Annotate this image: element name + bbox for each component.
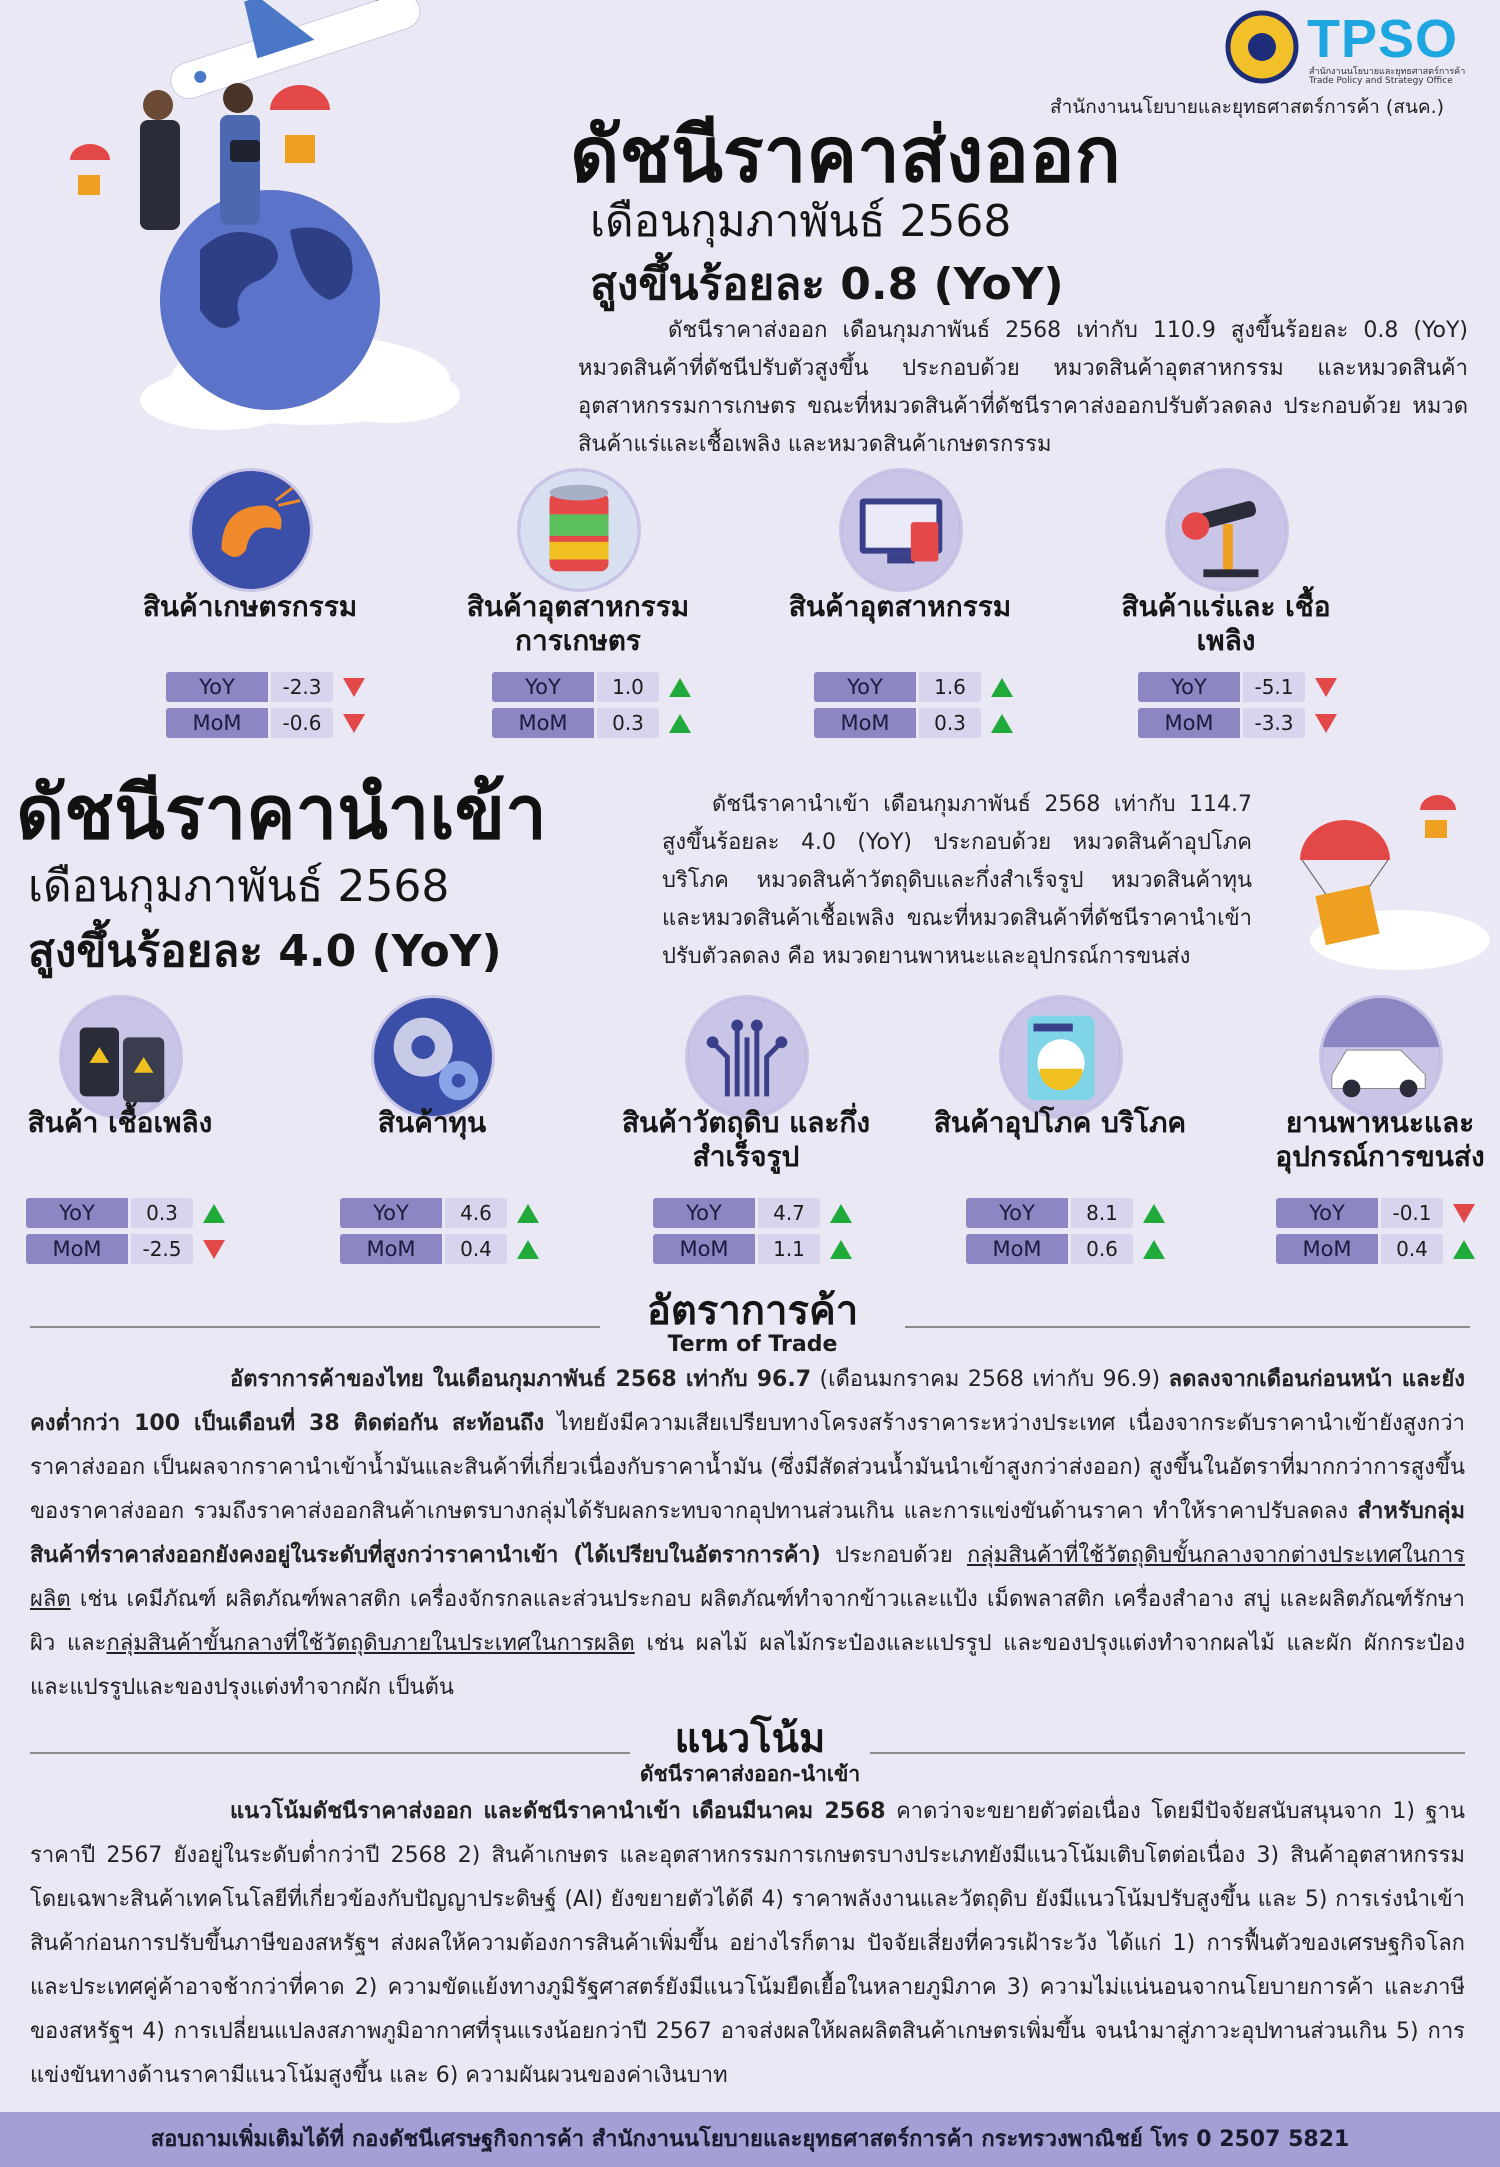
yoy-label: YoY bbox=[1138, 672, 1240, 702]
yoy-value: 1.6 bbox=[919, 672, 981, 702]
mom-value: -3.3 bbox=[1243, 708, 1305, 738]
up-arrow-icon bbox=[669, 714, 691, 733]
logo-subtitle-th: สำนักงานนโยบายและยุทธศาสตร์การค้า bbox=[1309, 67, 1466, 77]
down-arrow-icon bbox=[343, 714, 365, 733]
divider-left bbox=[30, 1326, 600, 1328]
shrimp-icon bbox=[189, 468, 313, 592]
mom-label: MoM bbox=[340, 1234, 442, 1264]
mom-label: MoM bbox=[166, 708, 268, 738]
yoy-value: 0.3 bbox=[131, 1198, 193, 1228]
up-arrow-icon bbox=[203, 1204, 225, 1223]
mom-row bbox=[966, 1234, 1176, 1264]
yoy-row bbox=[26, 1198, 236, 1228]
tot-text-5: เช่น ผลไม้ ผลไม้กระป๋องและแปรรูป และของปรุงแต่งทำจากผลไม้ และผัก ผักกระป๋องและแปรรูปและของปรุงแต่งทำจากผัก เป็นต้น bbox=[30, 1631, 1465, 1700]
oil-pump-icon bbox=[1165, 468, 1289, 592]
import-description: ดัชนีราคานำเข้า เดือนกุมภาพันธ์ 2568 เท่ากับ 114.7 สูงขึ้นร้อยละ 4.0 (YoY) ประกอบด้วย หมวดสินค้าอุปโภคบริโภค หมวดสินค้าวัตถุดิบและกึ่งสำเร็จรูป หมวดสินค้าทุน และหมวดสินค้าเชื้อเพลิง ขณะที่หมวดสินค้าที่ดัชนีราคานำเข้าปรับตัวลดลง คือ หมวดยานพาหนะและอุปกรณ์การขนส่ง bbox=[662, 792, 1252, 969]
yoy-value: 4.6 bbox=[445, 1198, 507, 1228]
org-name: สำนักงานนโยบายและยุทธศาสตร์การค้า (สนค.) bbox=[1050, 96, 1445, 118]
tot-text-1: (เดือนมกราคม 2568 เท่ากับ 96.9) bbox=[811, 1367, 1169, 1392]
mom-value: 0.3 bbox=[597, 708, 659, 738]
tot-text-4: เช่น เคมีภัณฑ์ ผลิตภัณฑ์พลาสติก เครื่องจักรกลและส่วนประกอบ ผลิตภัณฑ์ทำจากข้าวและแป้ง เม็ดพลาสติก เครื่องสำอาง สบู่ และผลิตภัณฑ์รักษาผิว และ bbox=[30, 1587, 1465, 1656]
terms-of-trade-paragraph bbox=[30, 1358, 1465, 1710]
yoy-label: YoY bbox=[1276, 1198, 1378, 1228]
washing-machine-icon bbox=[999, 995, 1123, 1119]
down-arrow-icon bbox=[1315, 714, 1337, 733]
mom-label: MoM bbox=[492, 708, 594, 738]
outlook-text-1: คาดว่าจะขยายตัวต่อเนื่อง โดยมีปัจจัยสนับสนุนจาก 1) ฐานราคาปี 2567 ยังอยู่ในระดับต่ำกว่าปี 2568 2) สินค้าเกษตร และอุตสาหกรรมการเกษตรบางประเภทยังมีแนวโน้มเติบโตต่อเนื่อง 3) สินค้าอุตสาหกรรม โดยเฉพาะสินค้าเทคโนโลยีที่เกี่ยวข้องกับปัญญาประดิษฐ์ (AI) ยังขยายตัวได้ดี 4) ราคาพลังงานและวัตถุดิบ ยังมีแนวโน้มปรับสูงขึ้น และ 5) การเร่งนำเข้าสินค้าก่อนการปรับขึ้นภาษีของสหรัฐฯ ส่งผลให้ความต้องการสินค้าเพิ่มขึ้น อย่างไรก็ตาม ปัจจัยเสี่ยงที่ควรเฝ้าระวัง ได้แก่ 1) การฟื้นตัวของเศรษฐกิจโลกและประเทศคู่ค้าอาจช้ากว่าที่คาด 2) ความขัดแย้งทางภูมิรัฐศาสตร์ยังมีแนวโน้มยืดเยื้อในหลายภูมิภาค 3) ความไม่แน่นอนจากนโยบายการค้า และภาษีของสหรัฐฯ 4) การเปลี่ยนแปลงสภาพภูมิอากาศที่รุนแรงน้อยกว่าปี 2567 อาจส่งผลให้ผลผลิตสินค้าเกษตรเพิ่มขึ้น จนนำมาสู่ภาวะอุปทานส่วนเกิน 5) การแข่งขันทางด้านราคามีแนวโน้มสูงขึ้น และ 6) ความผันผวนของค่าเงินบาท bbox=[30, 1799, 1465, 2088]
mom-value: 0.4 bbox=[1381, 1234, 1443, 1264]
yoy-row bbox=[966, 1198, 1176, 1228]
up-arrow-icon bbox=[991, 678, 1013, 697]
mom-value: 1.1 bbox=[758, 1234, 820, 1264]
divider-outlook-right bbox=[870, 1752, 1465, 1754]
terms-of-trade-subtitle: Term of Trade bbox=[667, 1332, 838, 1357]
up-arrow-icon bbox=[1143, 1240, 1165, 1259]
yoy-label: YoY bbox=[492, 672, 594, 702]
down-arrow-icon bbox=[1315, 678, 1337, 697]
gear-icon bbox=[371, 995, 495, 1119]
tot-underline-2: กลุ่มสินค้าขั้นกลางที่ใช้วัตถุดิบภายในประเทศในการผลิต bbox=[106, 1631, 635, 1656]
globe-trade-illustration bbox=[70, 0, 490, 450]
divider-right bbox=[905, 1326, 1470, 1328]
up-arrow-icon bbox=[830, 1204, 852, 1223]
index-change-table bbox=[966, 1198, 1176, 1270]
yoy-label: YoY bbox=[166, 672, 268, 702]
tot-bold-1: อัตราการค้าของไทย ในเดือนกุมภาพันธ์ 2568 เท่ากับ 96.7 bbox=[230, 1367, 812, 1392]
category-title: สินค้าวัตถุดิบ และกึ่งสำเร็จรูป bbox=[621, 1106, 871, 1173]
yoy-label: YoY bbox=[340, 1198, 442, 1228]
up-arrow-icon bbox=[830, 1240, 852, 1259]
mom-value: 0.4 bbox=[445, 1234, 507, 1264]
export-title: ดัชนีราคาส่งออก bbox=[570, 110, 1121, 199]
index-change-table bbox=[26, 1198, 236, 1270]
yoy-label: YoY bbox=[966, 1198, 1068, 1228]
mom-label: MoM bbox=[1276, 1234, 1378, 1264]
fuel-barrel-icon bbox=[59, 995, 183, 1119]
yoy-label: YoY bbox=[653, 1198, 755, 1228]
tot-bold-3: สำหรับกลุ่มสินค้าที่ราคาส่งออกยังคงอยู่ในระดับที่สูงกว่าราคานำเข้า (ได้เปรียบในอัตราการค้า) bbox=[30, 1499, 1465, 1568]
yoy-value: 8.1 bbox=[1071, 1198, 1133, 1228]
export-description: ดัชนีราคาส่งออก เดือนกุมภาพันธ์ 2568 เท่ากับ 110.9 สูงขึ้นร้อยละ 0.8 (YoY) หมวดสินค้าที่ดัชนีปรับตัวสูงขึ้น ประกอบด้วย หมวดสินค้าอุตสาหกรรม และหมวดสินค้าอุตสาหกรรมการเกษตร ขณะที่หมวดสินค้าที่ดัชนีราคาส่งออกปรับตัวลดลง ประกอบด้วย หมวดสินค้าแร่และเชื้อเพลิง และหมวดสินค้าเกษตรกรรม bbox=[578, 318, 1468, 457]
canned-food-icon bbox=[517, 468, 641, 592]
index-change-table bbox=[1138, 672, 1348, 744]
index-change-table bbox=[814, 672, 1024, 744]
up-arrow-icon bbox=[1453, 1240, 1475, 1259]
yoy-value: 4.7 bbox=[758, 1198, 820, 1228]
mom-row bbox=[26, 1234, 236, 1264]
up-arrow-icon bbox=[517, 1240, 539, 1259]
category-title: สินค้าแร่และ เชื้อเพลิง bbox=[1121, 590, 1331, 657]
mom-row bbox=[814, 708, 1024, 738]
up-arrow-icon bbox=[517, 1204, 539, 1223]
import-change: สูงขึ้นร้อยละ 4.0 (YoY) bbox=[28, 926, 502, 977]
outlook-subtitle: ดัชนีราคาส่งออก-นำเข้า bbox=[639, 1762, 861, 1786]
category-title: สินค้า เชื้อเพลิง bbox=[27, 1106, 213, 1139]
outlook-title: แนวโน้ม bbox=[674, 1716, 826, 1762]
car-icon bbox=[1319, 995, 1443, 1119]
index-change-table bbox=[653, 1198, 863, 1270]
mom-row bbox=[492, 708, 702, 738]
logo-subtitle-en: Trade Policy and Strategy Office bbox=[1309, 76, 1453, 86]
down-arrow-icon bbox=[343, 678, 365, 697]
index-change-table bbox=[166, 672, 376, 744]
import-title: ดัชนีราคานำเข้า bbox=[16, 770, 547, 856]
index-change-table bbox=[1276, 1198, 1486, 1270]
category-title: สินค้าอุตสาหกรรม bbox=[788, 590, 1012, 623]
up-arrow-icon bbox=[991, 714, 1013, 733]
yoy-row bbox=[1138, 672, 1348, 702]
mom-label: MoM bbox=[26, 1234, 128, 1264]
tot-underline-1: กลุ่มสินค้าที่ใช้วัตถุดิบขั้นกลางจากต่างประเทศในการผลิต bbox=[30, 1543, 1465, 1612]
mom-label: MoM bbox=[966, 1234, 1068, 1264]
tot-bold-2: ลดลงจากเดือนก่อนหน้า และยังคงต่ำกว่า 100 เป็นเดือนที่ 38 ติดต่อกัน สะท้อนถึง bbox=[30, 1367, 1465, 1436]
mom-value: 0.6 bbox=[1071, 1234, 1133, 1264]
mom-row bbox=[340, 1234, 550, 1264]
mom-label: MoM bbox=[814, 708, 916, 738]
category-title: สินค้าอุปโภค บริโภค bbox=[933, 1106, 1187, 1139]
mom-value: -2.5 bbox=[131, 1234, 193, 1264]
yoy-label: YoY bbox=[26, 1198, 128, 1228]
yoy-value: -5.1 bbox=[1243, 672, 1305, 702]
parachute-box-illustration bbox=[1260, 790, 1490, 980]
mom-row bbox=[166, 708, 376, 738]
yoy-label: YoY bbox=[814, 672, 916, 702]
tot-text-2: ไทยยังมีความเสียเปรียบทางโครงสร้างราคาระหว่างประเทศ เนื่องจากระดับราคานำเข้ายังสูงกว่าราคาส่งออก เป็นผลจากราคานำเข้าน้ำมันและสินค้าที่เกี่ยวเนื่องกับราคาน้ำมัน (ซึ่งมีสัดส่วนน้ำมันนำเข้าสูงกว่าส่งออก) สูงขึ้นในอัตราที่มากกว่าการสูงขึ้นของราคาส่งออก รวมถึงราคาส่งออกสินค้าเกษตรบางกลุ่มได้รับผลกระทบจากอุปทานส่วนเกิน และการแข่งขันด้านราคา ทำให้ราคาปรับลดลง bbox=[30, 1411, 1465, 1524]
mom-label: MoM bbox=[1138, 708, 1240, 738]
index-change-table bbox=[492, 672, 702, 744]
yoy-row bbox=[166, 672, 376, 702]
category-title: สินค้าอุตสาหกรรม การเกษตร bbox=[466, 590, 690, 657]
index-change-table bbox=[340, 1198, 550, 1270]
mom-value: 0.3 bbox=[919, 708, 981, 738]
yoy-value: 1.0 bbox=[597, 672, 659, 702]
up-arrow-icon bbox=[1143, 1204, 1165, 1223]
category-title: ยานพาหนะและ อุปกรณ์การขนส่ง bbox=[1275, 1106, 1485, 1173]
yoy-value: -0.1 bbox=[1381, 1198, 1443, 1228]
export-change: สูงขึ้นร้อยละ 0.8 (YoY) bbox=[590, 259, 1064, 310]
up-arrow-icon bbox=[669, 678, 691, 697]
mom-row bbox=[653, 1234, 863, 1264]
yoy-row bbox=[492, 672, 702, 702]
category-title: สินค้าทุน bbox=[377, 1106, 487, 1139]
divider-outlook-left bbox=[30, 1752, 630, 1754]
mom-row bbox=[1276, 1234, 1486, 1264]
emblem-icon bbox=[1225, 10, 1299, 84]
down-arrow-icon bbox=[1453, 1204, 1475, 1223]
outlook-bold-1: แนวโน้มดัชนีราคาส่งออก และดัชนีราคานำเข้า เดือนมีนาคม 2568 bbox=[230, 1799, 886, 1824]
yoy-value: -2.3 bbox=[271, 672, 333, 702]
logo-text: TPSO bbox=[1307, 9, 1459, 69]
yoy-row bbox=[653, 1198, 863, 1228]
yoy-row bbox=[1276, 1198, 1486, 1228]
down-arrow-icon bbox=[203, 1240, 225, 1259]
import-month: เดือนกุมภาพันธ์ 2568 bbox=[28, 861, 450, 912]
tpso-logo bbox=[1225, 8, 1490, 88]
footer-contact: สอบถามเพิ่มเติมได้ที่ กองดัชนีเศรษฐกิจการค้า สำนักงานนโยบายและยุทธศาสตร์การค้า กระทรวงพาณิชย์ โทร 0 2507 5821 bbox=[0, 2112, 1500, 2167]
tot-text-3: ประกอบด้วย bbox=[820, 1543, 967, 1568]
circuit-icon bbox=[685, 995, 809, 1119]
outlook-paragraph bbox=[30, 1790, 1465, 2098]
mom-label: MoM bbox=[653, 1234, 755, 1264]
mom-value: -0.6 bbox=[271, 708, 333, 738]
yoy-row bbox=[814, 672, 1024, 702]
mom-row bbox=[1138, 708, 1348, 738]
computer-icon bbox=[839, 468, 963, 592]
export-month: เดือนกุมภาพันธ์ 2568 bbox=[590, 196, 1012, 247]
category-title: สินค้าเกษตรกรรม bbox=[142, 590, 358, 623]
terms-of-trade-title: อัตราการค้า bbox=[646, 1288, 859, 1334]
yoy-row bbox=[340, 1198, 550, 1228]
